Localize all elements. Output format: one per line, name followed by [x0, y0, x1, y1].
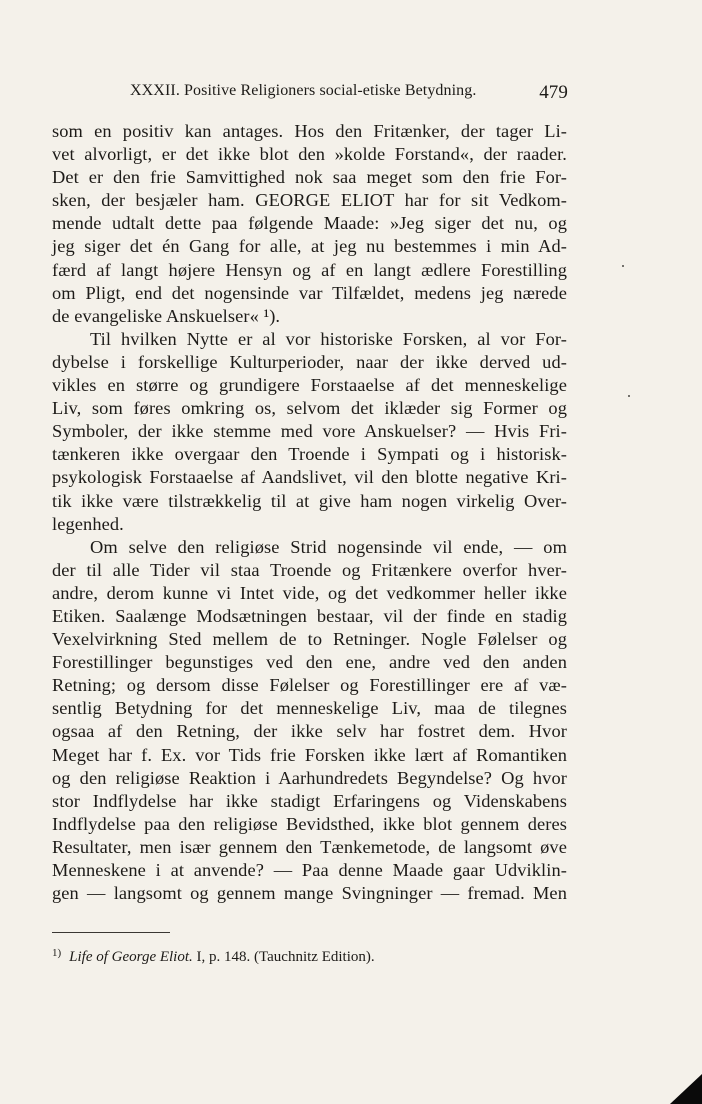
paragraph-start-line: Om selve den religiøse Strid nogensinde vil ende, — om	[90, 536, 567, 557]
text-line: Meget har f. Ex. vor Tids frie Forsken ikke lært af Romantiken	[52, 744, 567, 765]
page-header	[52, 82, 568, 106]
text-line: gen — langsomt og gennem mange Svingninger — fremad. Men	[52, 883, 567, 904]
text-line: om Pligt, end det nogensinde var Tilfældet, medens jeg nærede	[52, 282, 567, 303]
text-line: Etiken. Saalænge Modsætningen bestaar, vil der finde en stadig	[52, 605, 567, 626]
text-line: vikles en større og grundigere Forstaaelse af det menneskelige	[52, 375, 567, 396]
margin-speck	[622, 265, 624, 267]
footnote-rule	[52, 932, 170, 933]
text-line: færd af langt højere Hensyn og af en langt ædlere Forestilling	[52, 259, 567, 280]
text-line: Symboler, der ikke stemme med vore Anskuelser? — Hvis Fri-	[52, 421, 567, 442]
text-line: legenhed.	[52, 513, 124, 534]
text-line: der til alle Tider vil staa Troende og Fritænkere overfor hver-	[52, 559, 567, 580]
text-line: psykologisk Forstaaelse af Aandslivet, vil den blotte negative Kri-	[52, 467, 567, 488]
text-line: Vexelvirkning Sted mellem de to Retninger. Nogle Følelser og	[52, 629, 567, 650]
text-line: Resultater, men især gennem den Tænkemetode, de langsomt øve	[52, 836, 567, 857]
text-line: de evangeliske Anskuelser« ¹).	[52, 305, 281, 326]
body-text	[52, 120, 567, 905]
text-line: Liv, som føres omkring os, selvom det iklæder sig Former og	[52, 398, 567, 419]
text-line: Det er den frie Samvittighed nok saa meget som den frie For-	[52, 167, 567, 188]
text-line: sentlig Betydning for det menneskelige Liv, maa de tilegnes	[52, 698, 567, 719]
text-line: ogsaa af den Retning, der ikke selv har fostret dem. Hvor	[52, 721, 567, 742]
page-corner-mark	[670, 1074, 702, 1104]
text-line: stor Indflydelse har ikke stadigt Erfaringens og Videnskabens	[52, 790, 567, 811]
margin-speck	[628, 395, 630, 397]
footnote-text: I, p. 148. (Tauchnitz Edition).	[192, 949, 375, 965]
text-line: sken, der besjæler ham. GEORGE ELIOT har for sit Vedkom-	[52, 190, 567, 211]
text-line: Retning; og dersom disse Følelser og Forestillinger ere af væ-	[52, 675, 567, 696]
text-line: og den religiøse Reaktion i Aarhundredets Begyndelse? Og hvor	[52, 767, 567, 788]
footnote-title: Life of George Eliot.	[69, 949, 193, 965]
text-line: Menneskene i at anvende? — Paa denne Maade gaar Udviklin-	[52, 860, 567, 880]
text-line: vet alvorligt, er det ikke blot den »kolde Forstand«, der raader.	[52, 144, 567, 165]
text-line: tik ikke være tilstrækkelig til at give ham nogen virkelig Over-	[52, 490, 567, 511]
text-line: dybelse i forskellige Kulturperioder, naar der ikke derved ud-	[52, 351, 567, 372]
text-line: andre, derom kunne vi Intet vide, og det vedkommer heller ikke	[52, 582, 567, 603]
footnote-marker: 1)	[52, 947, 62, 959]
footnote	[52, 947, 375, 966]
running-head: XXXII. Positive Religioners social-etiske Betydning.	[130, 82, 477, 99]
page-number: 479	[539, 82, 568, 103]
text-line: som en positiv kan antages. Hos den Fritænker, der tager Li-	[52, 121, 567, 141]
text-line: Forestillinger begunstiges ved den ene, andre ved den anden	[52, 652, 567, 673]
text-line: mende udtalt dette paa følgende Maade: »Jeg siger det nu, og	[52, 213, 567, 234]
paragraph-start-line: Til hvilken Nytte er al vor historiske Forsken, al vor For-	[90, 328, 567, 349]
text-line: tænkeren ikke overgaar den Troende i Sympati og i historisk-	[52, 444, 567, 465]
text-line: Indflydelse paa den religiøse Bevidsthed, ikke blot gennem deres	[52, 813, 567, 834]
text-line: jeg siger det én Gang for alle, at jeg nu bestemmes i min Ad-	[52, 236, 567, 257]
